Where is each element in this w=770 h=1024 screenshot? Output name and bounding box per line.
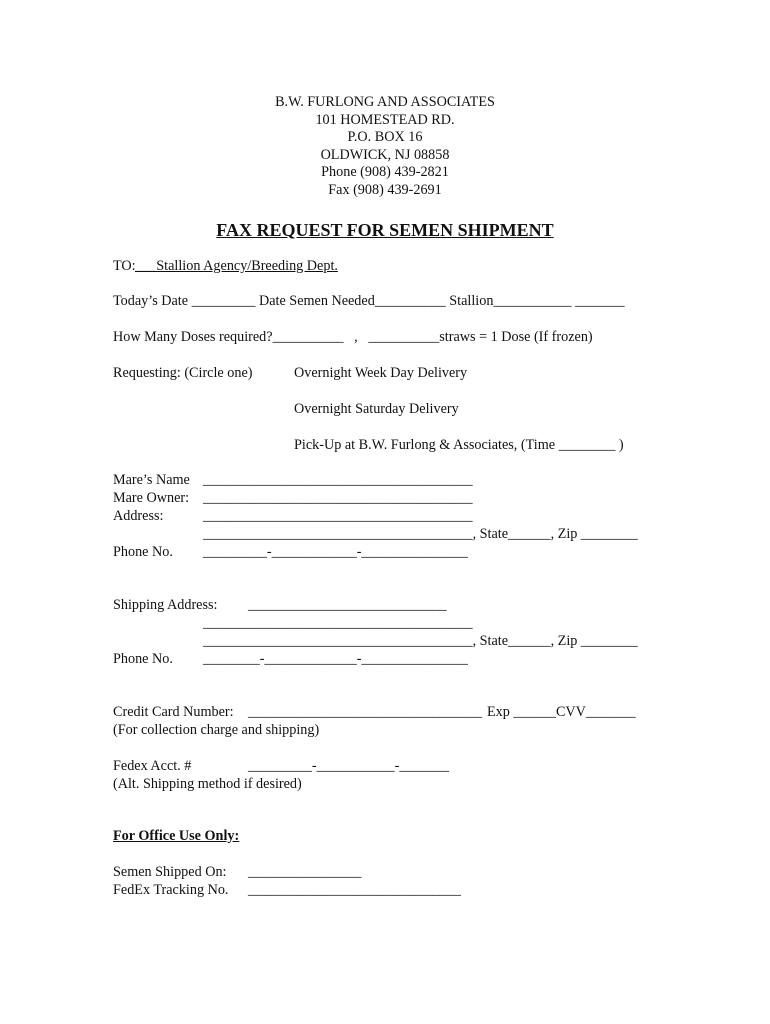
company-po-box: P.O. BOX 16 [347, 129, 423, 145]
mare-name-field[interactable]: ______________________________________ [203, 472, 473, 488]
fedex-tracking-field[interactable]: ______________________________ [248, 882, 461, 898]
fedex-tracking-label: FedEx Tracking No. [113, 882, 229, 898]
shipping-address-field[interactable]: ____________________________ [248, 597, 447, 613]
fedex-note: (Alt. Shipping method if desired) [113, 776, 302, 792]
option-saturday-delivery[interactable]: Overnight Saturday Delivery [294, 401, 459, 417]
mare-address-field[interactable]: ______________________________________ [203, 508, 473, 524]
shipping-state-zip-field[interactable]: ______________________________________, State______, Zip ________ [203, 633, 638, 649]
mare-address-label: Address: [113, 508, 164, 524]
company-street: 101 HOMESTEAD RD. [315, 111, 455, 128]
semen-shipped-label: Semen Shipped On: [113, 864, 227, 880]
page-title: FAX REQUEST FOR SEMEN SHIPMENT [216, 220, 554, 240]
to-value: ___Stallion Agency/Breeding Dept. [135, 258, 338, 274]
office-use-heading: For Office Use Only: [113, 828, 240, 844]
credit-card-field[interactable]: _________________________________ [248, 704, 483, 720]
credit-card-label: Credit Card Number: [113, 704, 234, 720]
company-fax: Fax (908) 439-2691 [328, 181, 442, 198]
shipping-address-label: Shipping Address: [113, 597, 218, 613]
credit-card-note: (For collection charge and shipping) [113, 722, 320, 738]
fedex-account-label: Fedex Acct. # [113, 758, 192, 774]
company-name: B.W. FURLONG AND ASSOCIATES [275, 94, 495, 110]
mare-owner-field[interactable]: ______________________________________ [203, 490, 473, 506]
mare-phone-field[interactable]: _________-____________-_______________ [203, 544, 468, 560]
mare-state-zip-field[interactable]: ______________________________________, State______, Zip ________ [203, 526, 638, 542]
semen-shipped-field[interactable]: ________________ [248, 864, 362, 880]
mare-owner-label: Mare Owner: [113, 490, 190, 506]
doses-row[interactable]: How Many Doses required?__________ , __________straws = 1 Dose (If frozen) [113, 329, 593, 345]
requesting-label: Requesting: (Circle one) [113, 365, 253, 381]
dates-row[interactable]: Today’s Date _________ Date Semen Needed__________ Stallion___________ _______ [113, 293, 625, 309]
to-label: TO: [113, 258, 136, 274]
shipping-phone-label: Phone No. [113, 651, 173, 667]
option-weekday-delivery[interactable]: Overnight Week Day Delivery [294, 365, 468, 381]
option-pickup[interactable]: Pick-Up at B.W. Furlong & Associates, (Time ________ ) [294, 437, 624, 453]
company-city: OLDWICK, NJ 08858 [320, 146, 450, 163]
mare-phone-label: Phone No. [113, 544, 173, 560]
company-phone: Phone (908) 439-2821 [321, 164, 449, 180]
shipping-phone-field[interactable]: ________-_____________-_______________ [203, 651, 468, 667]
mare-name-label: Mare’s Name [113, 472, 190, 488]
fedex-account-field[interactable]: _________-___________-_______ [248, 758, 449, 774]
exp-cvv-field[interactable]: Exp ______CVV_______ [487, 704, 636, 720]
shipping-address-field-2[interactable]: ______________________________________ [203, 615, 473, 631]
